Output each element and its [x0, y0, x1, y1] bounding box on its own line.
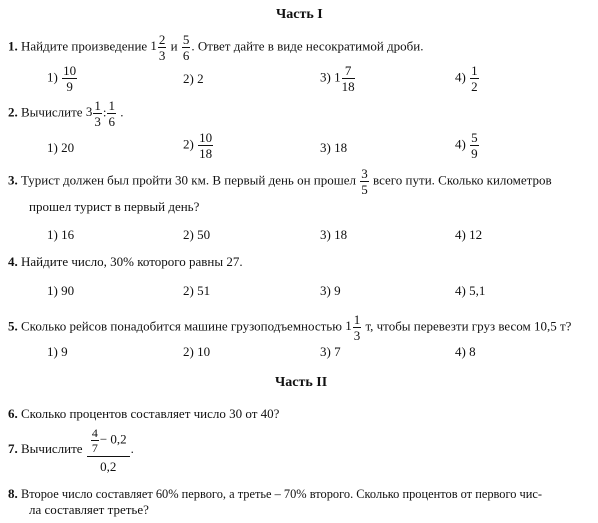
q3-option-3: 3) 18 [320, 227, 348, 242]
question-6 [8, 406, 279, 422]
q3-option-4: 4) 12 [455, 227, 483, 242]
q4-option-2: 2) 51 [183, 283, 211, 298]
question-text: Вычислите [21, 104, 83, 120]
q1-option-2: 2) 2 [183, 71, 204, 86]
q1-option-1: 1) $\frac{10}{9}$ [47, 63, 77, 94]
question-text: Найдите число, 30% которого равны 27. [21, 254, 243, 269]
part2-title: Часть II [275, 375, 328, 390]
q4-option-3: 3) 9 [320, 283, 341, 298]
q5-option-3: 3) 7 [320, 344, 341, 359]
q5-option-4: 4) 8 [455, 344, 476, 359]
mixed-number: 1 $\frac{1}{3}$ [345, 312, 361, 343]
question-3-line-2: прошел турист в первый день? [29, 199, 200, 214]
q2-option-2: 2) $\frac{10}{18}$ [183, 130, 213, 161]
mixed-number: 3 $\frac{1}{3}$ [85, 98, 101, 129]
question-text: Турист должен был пройти 30 км. В первый день он прошел [21, 172, 357, 188]
question-text-end: т, чтобы перевезти груз весом 10,5 т? [365, 318, 572, 334]
question-text: Сколько процентов составляет число 30 от 40? [21, 406, 280, 421]
part1-title: Часть I [276, 7, 323, 22]
fraction: $\frac{1}{6}$ [108, 98, 115, 129]
question-text: Второе число составляет 60% первого, а третье – 70% второго. Сколько процентов от первого чис- [21, 487, 543, 501]
question-text-end: всего пути. Сколько километров [373, 172, 552, 188]
question-number: 4. [8, 254, 18, 269]
q5-option-1: 1) 9 [47, 344, 68, 359]
question-3 [8, 167, 552, 196]
question-8-line-2: ла составляет третье? [29, 502, 149, 517]
question-text: Вычислите [21, 440, 83, 456]
q3-option-2: 2) 50 [183, 227, 211, 242]
question-number: 2. [8, 104, 18, 120]
q3-option-1: 1) 16 [47, 227, 75, 242]
question-text: Сколько рейсов понадобится машине грузоподъемностью [21, 318, 342, 334]
question-number: 1. [8, 38, 18, 54]
q4-option-1: 1) 90 [47, 283, 75, 298]
question-7: 7. Вычислите $\frac{4}{7}$ − 0,2 0,2 . [8, 426, 134, 474]
conjunction: и [170, 38, 178, 54]
question-number: 6. [8, 406, 18, 421]
q5-option-2: 2) 10 [183, 344, 211, 359]
question-2: 2. Вычислите 3 $\frac{1}{3}$ : $\frac{1}{6}$ . [8, 98, 124, 129]
q2-option-4: 4) $\frac{5}{9}$ [455, 130, 478, 161]
question-number: 7. [8, 440, 18, 456]
question-text-end: . Ответ дайте в виде несократимой дроби. [191, 38, 424, 54]
complex-fraction: $\frac{4}{7}$ − 0,2 0,2 [87, 427, 130, 473]
q2-option-1: 1) 20 [47, 140, 75, 155]
q4-option-4: 4) 5,1 [455, 283, 486, 298]
question-text: Найдите произведение [21, 38, 148, 54]
question-4 [8, 254, 243, 270]
question-number: 8. [8, 486, 18, 501]
question-8 [8, 486, 542, 502]
q1-option-3: 3) 1 $\frac{7}{18}$ [320, 63, 355, 94]
question-number: 5. [8, 318, 18, 334]
q1-option-4: 4) $\frac{1}{2}$ [455, 63, 478, 94]
question-number: 3. [8, 172, 18, 188]
mixed-number: 1 $\frac{2}{3}$ [150, 32, 166, 63]
question-5 [8, 313, 571, 342]
fraction: $\frac{3}{5}$ [361, 166, 368, 197]
fraction: $\frac{5}{6}$ [182, 32, 190, 63]
q2-option-3: 3) 18 [320, 140, 348, 155]
question-1 [8, 33, 423, 62]
